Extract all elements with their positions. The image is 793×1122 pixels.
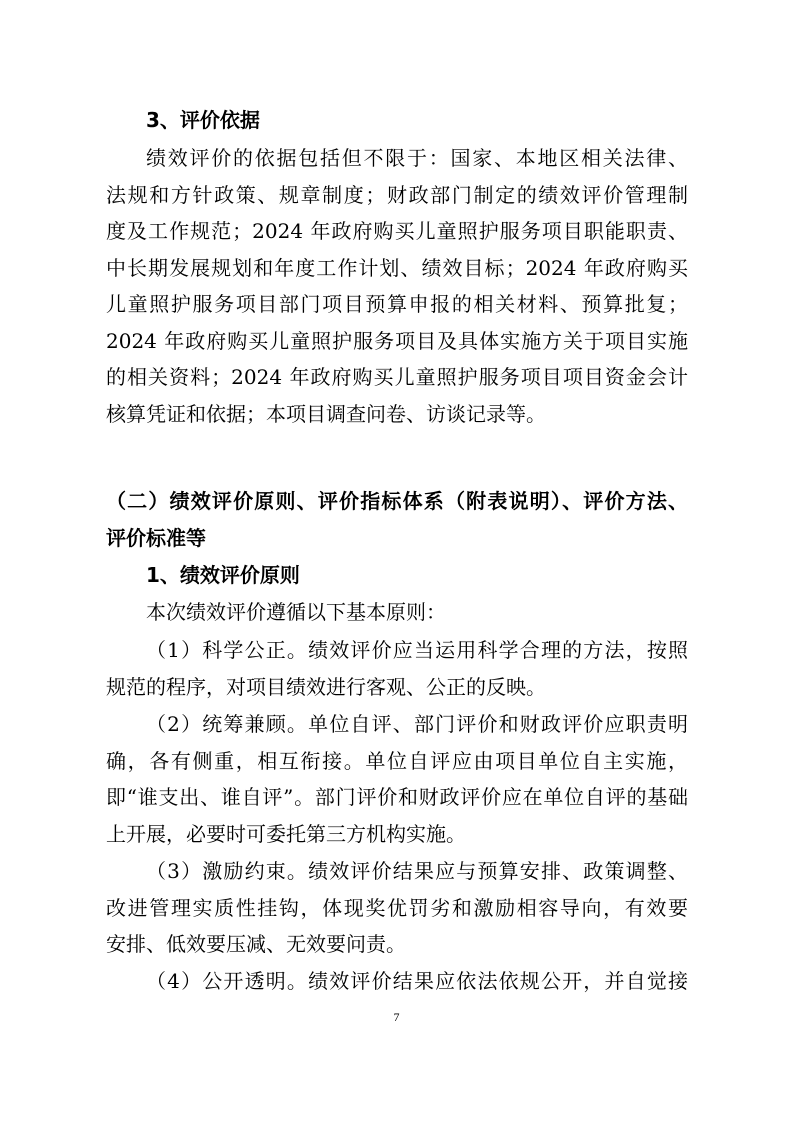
- item-line: （4）公开透明。绩效评价结果应依法依规公开，并自觉接: [146, 969, 688, 993]
- subheading-principles: [106, 557, 688, 594]
- heading-line: （二）绩效评价原则、评价指标体系（附表说明）、评价方法、: [106, 489, 688, 513]
- paragraph-line: 2024 年政府购买儿童照护服务项目及具体实施方关于项目实施: [106, 328, 688, 353]
- principle-item-3: [106, 853, 688, 963]
- item-line: （2）统筹兼顾。单位自评、部门评价和财政评价应职责明: [146, 712, 688, 736]
- paragraph-line: 儿童照护服务项目部门项目预算申报的相关材料、预算批复；: [106, 292, 688, 316]
- heading-line: 评价标准等: [106, 525, 206, 550]
- section-heading-3: [106, 102, 688, 139]
- section-heading-2: [106, 483, 688, 556]
- principle-item-4: [106, 963, 688, 1000]
- paragraph-line: 绩效评价的依据包括但不限于：国家、本地区相关法律、: [146, 146, 688, 170]
- item-line: 改进管理实质性挂钩，体现奖优罚劣和激励相容导向，有效要: [106, 895, 688, 920]
- paragraph-line: 的相关资料；2024 年政府购买儿童照护服务项目项目资金会计: [106, 365, 688, 389]
- item-line: （3）激励约束。绩效评价结果应与预算安排、政策调整、: [146, 859, 688, 883]
- item-line: 规范的程序，对项目绩效进行客观、公正的反映。: [106, 674, 546, 699]
- item-line: 即“谁支出、谁自评”。部门评价和财政评价应在单位自评的基础: [106, 785, 688, 809]
- paragraph-line: 核算凭证和依据；本项目调查问卷、访谈记录等。: [106, 401, 546, 426]
- evaluation-basis-paragraph: [106, 140, 688, 432]
- item-line: （1）科学公正。绩效评价应当运用科学合理的方法，按照: [146, 638, 688, 662]
- principles-intro: [106, 594, 688, 631]
- item-line: 上开展，必要时可委托第三方机构实施。: [106, 821, 466, 846]
- intro-text: 本次绩效评价遵循以下基本原则：: [146, 600, 446, 624]
- subheading-text: 1、绩效评价原则: [146, 563, 300, 587]
- heading-text: 3、评价依据: [146, 108, 260, 132]
- item-line: 确，各有侧重，相互衔接。单位自评应由项目单位自主实施，: [106, 748, 688, 773]
- page-number: 7: [393, 1010, 400, 1024]
- paragraph-line: 法规和方针政策、规章制度；财政部门制定的绩效评价管理制: [106, 182, 688, 207]
- paragraph-line: 中长期发展规划和年度工作计划、绩效目标；2024 年政府购买: [106, 255, 688, 280]
- item-line: 安排、低效要压减、无效要问责。: [106, 932, 406, 956]
- principle-item-2: [106, 706, 688, 852]
- principle-item-1: [106, 632, 688, 705]
- paragraph-line: 度及工作规范；2024 年政府购买儿童照护服务项目职能职责、: [106, 219, 688, 243]
